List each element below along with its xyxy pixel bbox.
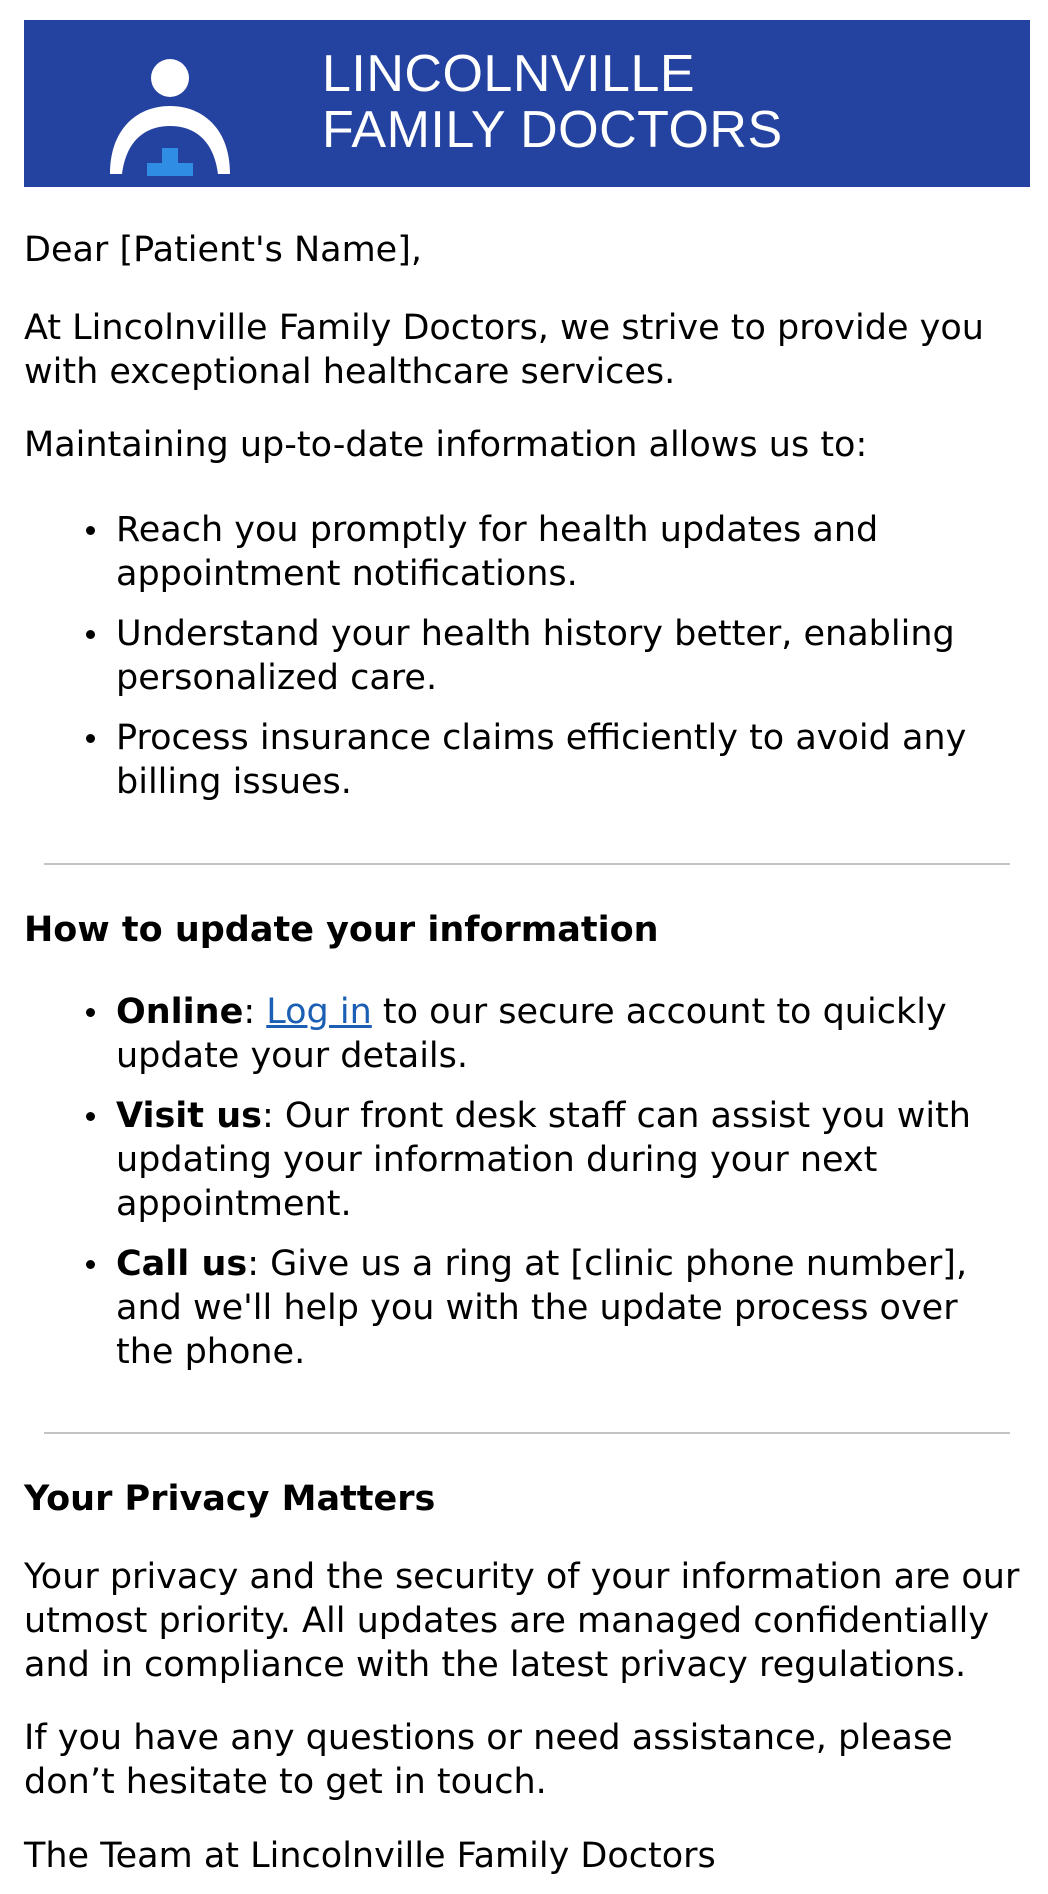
login-link[interactable]: Log in: [266, 992, 372, 1032]
brand-line-1: LINCOLNVILLE: [322, 45, 696, 103]
privacy-section-title: Your Privacy Matters: [24, 1479, 436, 1519]
brand-line-2: FAMILY DOCTORS: [322, 101, 783, 159]
call-text: : Give us a ring at [clinic phone number], and we'll help you with the update process over the phone.: [116, 1244, 968, 1372]
list-item-call: [116, 1242, 1016, 1374]
intro-paragraph: At Lincolnville Family Doctors, we strive to provide you with exceptional healthcare services.: [24, 308, 984, 392]
visit-text: : Our front desk staff can assist you with updating your information during your next appointment.: [116, 1096, 971, 1224]
call-label: Call us: [116, 1244, 248, 1284]
online-label: Online: [116, 992, 244, 1032]
online-text: to our secure account to quickly update your details.: [116, 992, 947, 1076]
list-item: Reach you promptly for health updates and appointment notifications.: [116, 508, 1016, 596]
signature: The Team at Lincolnville Family Doctors: [24, 1836, 716, 1876]
benefits-intro: Maintaining up-to-date information allows us to:: [24, 425, 868, 465]
list-item: Process insurance claims efficiently to avoid any billing issues.: [116, 716, 1016, 804]
divider: [44, 1432, 1010, 1434]
update-section-title: How to update your information: [24, 910, 659, 950]
header-banner: [24, 20, 1030, 187]
list-item-visit: [116, 1094, 1016, 1226]
person-with-plus-icon: [102, 36, 238, 176]
list-item-online: Online: Log in to our secure account to quickly update your details.: [116, 990, 1016, 1078]
closing-paragraph: If you have any questions or need assistance, please don’t hesitate to get in touch.: [24, 1718, 953, 1802]
visit-label: Visit us: [116, 1096, 262, 1136]
privacy-paragraph: Your privacy and the security of your information are our utmost priority. All updates are managed confidentially and in compliance with the latest privacy regulations.: [24, 1557, 1020, 1685]
divider: [44, 863, 1010, 865]
brand-name: [322, 46, 783, 158]
list-item: Understand your health history better, enabling personalized care.: [116, 612, 1016, 700]
greeting: Dear [Patient's Name],: [24, 230, 422, 270]
